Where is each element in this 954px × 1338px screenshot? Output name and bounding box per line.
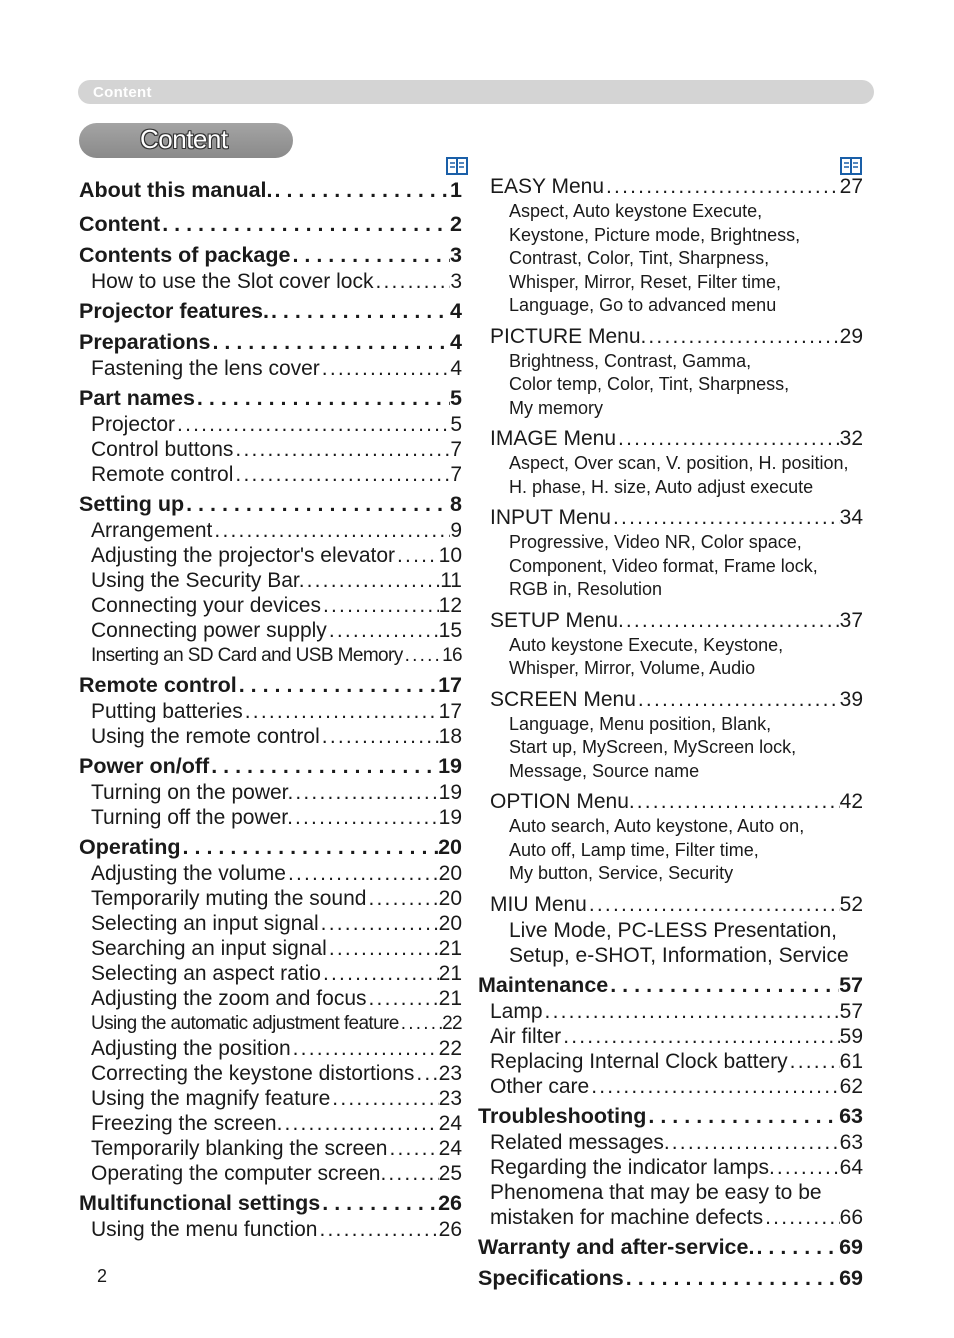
dot-leader <box>399 1011 442 1036</box>
toc-subtopics: Auto search, Auto keystone, Auto on, Auto off, Lamp time, Filter time, My button, Service, Security <box>509 816 805 883</box>
toc-entry-title: Troubleshooting <box>478 1103 647 1128</box>
toc-heading-entry[interactable] <box>478 1261 863 1292</box>
toc-entry-page: 2 <box>450 212 462 236</box>
dot-leader <box>616 426 840 452</box>
toc-entry-page: 39 <box>839 687 863 711</box>
dot-leader <box>319 911 439 936</box>
dot-leader <box>286 861 439 886</box>
toc-entry-page: 5 <box>450 413 462 436</box>
toc-entry-page: 12 <box>438 594 462 617</box>
toc-entry-page: 21 <box>438 987 462 1010</box>
toc-entry[interactable] <box>478 1049 863 1074</box>
toc-entry[interactable] <box>478 1205 863 1230</box>
section-header-label: Content <box>93 84 152 101</box>
toc-entry-title: Fastening the lens cover <box>91 357 320 380</box>
toc-entry-title: Projector features. <box>79 299 269 323</box>
toc-entry-title: Searching an input signal <box>91 937 327 960</box>
toc-entry-page: 22 <box>438 1037 462 1060</box>
dot-leader <box>561 1024 839 1049</box>
toc-entry[interactable] <box>79 618 462 643</box>
toc-entry-title: Warranty and after-service. <box>478 1234 755 1259</box>
toc-entry[interactable] <box>478 1024 863 1049</box>
toc-entry-title: Regarding the indicator lamps. <box>490 1155 775 1179</box>
toc-entry-title: Related messages. <box>490 1130 670 1154</box>
toc-entry[interactable] <box>79 724 462 749</box>
toc-entry-page: 37 <box>839 608 863 632</box>
toc-entry-title: Freezing the screen. <box>91 1112 283 1135</box>
toc-heading-entry[interactable] <box>79 830 462 861</box>
toc-entry-page: 27 <box>839 175 863 198</box>
toc-entry[interactable] <box>79 911 462 936</box>
toc-entry-title: Using the magnify feature <box>91 1087 331 1110</box>
book-icon <box>446 156 468 176</box>
toc-entry-page: 4 <box>450 330 462 354</box>
toc-entry[interactable] <box>478 426 863 452</box>
toc-entry-page: 25 <box>438 1162 462 1185</box>
toc-entry-page: 8 <box>450 492 462 516</box>
toc-entry-page: 5 <box>450 386 462 410</box>
toc-heading-entry[interactable] <box>79 174 462 207</box>
toc-entry-title: Arrangement <box>91 519 213 542</box>
toc-entry[interactable] <box>79 886 462 911</box>
dot-leader <box>243 699 439 724</box>
dot-leader <box>320 356 451 381</box>
toc-entry-title: How to use the Slot cover lock <box>91 270 374 293</box>
toc-entry-page: 69 <box>839 1234 863 1259</box>
toc-heading-entry[interactable] <box>79 207 462 238</box>
toc-entry[interactable] <box>79 699 462 724</box>
dot-leader <box>763 1205 840 1230</box>
toc-entry-title: PICTURE Menu. <box>490 324 647 348</box>
toc-entry-title: INPUT Menu <box>490 506 611 529</box>
toc-entry-page: 34 <box>839 506 863 529</box>
toc-entry-title: Using the Security Bar. <box>91 569 305 592</box>
toc-entry-title: Turning on the power. <box>91 781 294 804</box>
toc-entry-title: Contents of package <box>79 243 291 267</box>
toc-entry-page: 3 <box>450 270 462 293</box>
dot-leader <box>282 1111 438 1136</box>
toc-entry-title: Projector <box>91 413 176 436</box>
toc-entry-title: Inserting an SD Card and USB Memory <box>91 645 403 666</box>
dot-leader <box>320 724 439 749</box>
toc-entry[interactable] <box>79 936 462 961</box>
dot-leader <box>327 618 439 643</box>
toc-entry-title: Preparations <box>79 330 211 354</box>
toc-entry-title: EASY Menu <box>490 175 605 198</box>
toc-entry-page: 23 <box>438 1087 462 1110</box>
toc-entry-page: 11 <box>440 569 462 592</box>
toc-entry-page: 4 <box>450 357 462 380</box>
toc-entry-title: Multifunctional settings <box>79 1191 321 1215</box>
toc-entry-page: 26 <box>438 1191 462 1215</box>
toc-entry-page: 24 <box>438 1137 462 1160</box>
dot-leader <box>624 1261 839 1292</box>
dot-leader <box>754 1230 839 1261</box>
toc-heading-entry[interactable] <box>79 668 462 699</box>
toc-entry[interactable] <box>478 505 863 531</box>
toc-subtopics: Auto keystone Execute, Keystone, Whisper, Mirror, Volume, Audio <box>509 634 784 678</box>
toc-heading-entry[interactable] <box>79 325 462 356</box>
toc-entry[interactable] <box>79 805 462 830</box>
toc-subtopics: Brightness, Contrast, Gamma, Color temp, Color, Tint, Sharpness, My memory <box>509 350 790 418</box>
toc-entry[interactable] <box>79 356 462 381</box>
dot-leader <box>305 568 441 593</box>
toc-entry-page: 57 <box>839 972 863 997</box>
dot-leader <box>233 462 450 487</box>
dot-leader <box>330 1086 438 1111</box>
dot-leader <box>317 1217 438 1242</box>
toc-entry[interactable] <box>79 780 462 805</box>
dot-leader <box>212 518 450 543</box>
toc-entry-title: Adjusting the volume <box>91 862 286 885</box>
toc-entry-page: 19 <box>438 806 462 829</box>
toc-entry-title: SETUP Menu. <box>490 608 624 632</box>
toc-entry-title: IMAGE Menu <box>490 427 617 450</box>
toc-entry-page: 17 <box>438 700 462 723</box>
dot-leader <box>788 1049 840 1074</box>
dot-leader <box>775 1155 840 1180</box>
toc-entry-page: 22 <box>442 1013 462 1034</box>
toc-entry-title: Setting up <box>79 492 185 516</box>
toc-heading-entry[interactable] <box>79 487 462 518</box>
toc-entry-page: 1 <box>450 178 462 202</box>
toc-entry[interactable] <box>79 1086 462 1111</box>
dot-leader <box>320 1186 438 1217</box>
toc-entry-title: Selecting an aspect ratio <box>91 962 321 985</box>
toc-entry-title: Power on/off <box>79 754 210 778</box>
toc-entry-page: 32 <box>839 427 863 450</box>
toc-line: Phenomena that may be easy to be <box>490 1180 822 1204</box>
dot-leader <box>195 381 450 412</box>
toc-entry-page: 66 <box>839 1205 863 1229</box>
dot-leader <box>273 174 451 207</box>
dot-leader <box>290 238 450 269</box>
toc-entry-title: Using the automatic adjustment feature <box>91 1013 399 1034</box>
toc-entry-title: Adjusting the zoom and focus <box>91 987 367 1010</box>
toc-entry-title: Maintenance <box>478 972 609 997</box>
toc-entry[interactable] <box>79 1061 462 1086</box>
toc-entry[interactable] <box>79 643 462 668</box>
toc-subtopics: Aspect, Over scan, V. position, H. position, H. phase, H. size, Auto adjust execute <box>509 453 849 497</box>
toc-entry-page: 61 <box>839 1049 863 1073</box>
toc-entry-title: Lamp <box>490 999 543 1023</box>
toc-entry[interactable] <box>478 892 863 918</box>
toc-heading-entry[interactable] <box>478 1230 863 1261</box>
dot-leader <box>624 608 840 634</box>
toc-entry-page: 20 <box>438 862 462 885</box>
dot-leader <box>587 892 840 918</box>
toc-subtopics: Aspect, Auto keystone Execute, Keystone, Picture mode, Brightness, Contrast, Color, Tint, Sharpness, Whisper, Mirror, Reset, Filter time, Language, Go to advanced menu <box>509 201 801 315</box>
toc-entry[interactable] <box>79 543 462 568</box>
toc-entry-page: 63 <box>839 1103 863 1128</box>
dot-leader <box>604 174 840 200</box>
toc-subtopics: Live Mode, PC-LESS Presentation, Setup, e-SHOT, Information, Service <box>509 918 849 967</box>
toc-entry[interactable] <box>79 1036 462 1061</box>
toc-entry-page: 20 <box>438 912 462 935</box>
dot-leader <box>291 1036 439 1061</box>
toc-entry-page: 69 <box>839 1265 863 1290</box>
toc-subtopics: Language, Menu position, Blank, Start up, MyScreen, MyScreen lock, Message, Source name <box>509 713 797 781</box>
toc-entry-page: 20 <box>438 835 462 859</box>
toc-entry-page: 29 <box>839 324 863 348</box>
toc-entry-title: Connecting your devices <box>91 594 321 617</box>
toc-heading-entry[interactable] <box>478 968 863 999</box>
toc-entry-page: 26 <box>438 1218 462 1241</box>
dot-leader <box>670 1130 840 1155</box>
dot-leader <box>233 437 450 462</box>
toc-entry[interactable] <box>478 324 863 350</box>
toc-entry-page: 7 <box>450 438 462 461</box>
toc-entry[interactable] <box>79 1217 462 1242</box>
toc-entry[interactable] <box>478 1130 863 1155</box>
section-header-bar <box>78 80 874 104</box>
toc-entry-title: SCREEN Menu <box>490 687 636 711</box>
dot-leader <box>646 1099 839 1130</box>
dot-leader <box>367 986 439 1011</box>
toc-entry[interactable] <box>79 412 462 437</box>
toc-entry[interactable] <box>478 999 863 1024</box>
toc-entry-page: 57 <box>839 999 863 1023</box>
toc-entry-title: Part names <box>79 386 195 410</box>
toc-entry-page: 24 <box>438 1112 462 1135</box>
toc-entry-title: Content <box>79 212 161 236</box>
toc-entry-title: OPTION Menu. <box>490 790 635 813</box>
toc-entry[interactable] <box>79 518 462 543</box>
toc-left-column <box>79 174 462 1242</box>
dot-leader <box>635 789 840 815</box>
toc-right-column <box>478 174 863 1292</box>
toc-entry-page: 42 <box>839 790 863 813</box>
toc-entry[interactable] <box>79 269 462 294</box>
toc-entry-page: 15 <box>438 619 462 642</box>
toc-entry[interactable] <box>79 1161 462 1186</box>
toc-entry[interactable] <box>478 789 863 815</box>
dot-leader <box>611 505 840 531</box>
dot-leader <box>646 324 839 350</box>
page-title: Content <box>140 124 228 154</box>
toc-entry[interactable] <box>79 462 462 487</box>
toc-entry-page: 64 <box>839 1155 863 1179</box>
toc-entry-title: Adjusting the position <box>91 1037 291 1060</box>
toc-entry[interactable] <box>79 1011 462 1036</box>
dot-leader <box>269 294 450 325</box>
toc-entry[interactable] <box>79 961 462 986</box>
toc-entry-page: 7 <box>450 463 462 486</box>
toc-entry-page: 62 <box>839 1074 863 1098</box>
toc-entry[interactable] <box>79 986 462 1011</box>
dot-leader <box>293 805 439 830</box>
dot-leader <box>589 1074 839 1099</box>
dot-leader <box>636 687 840 713</box>
dot-leader <box>395 543 439 568</box>
book-icon <box>840 156 862 176</box>
toc-entry-title: Air filter <box>490 1024 562 1048</box>
toc-entry-title: Remote control <box>91 463 234 486</box>
toc-entry-page: 21 <box>438 937 462 960</box>
dot-leader <box>175 412 450 437</box>
toc-entry-page: 18 <box>438 725 462 748</box>
toc-entry-page: 21 <box>438 962 462 985</box>
toc-entry[interactable] <box>79 593 462 618</box>
toc-subtopics: Progressive, Video NR, Color space, Component, Video format, Frame lock, RGB in, Resolution <box>509 532 818 599</box>
toc-entry-page: 9 <box>450 519 462 542</box>
toc-entry-title: Remote control <box>79 673 237 697</box>
toc-entry-title: Specifications <box>478 1265 624 1290</box>
toc-entry-title: Other care <box>490 1074 590 1098</box>
toc-entry[interactable] <box>79 568 462 593</box>
dot-leader <box>608 968 839 999</box>
toc-entry-page: 16 <box>442 645 462 666</box>
toc-entry[interactable] <box>478 1074 863 1099</box>
toc-entry[interactable] <box>79 1111 462 1136</box>
dot-leader <box>543 999 840 1024</box>
toc-entry-title: Correcting the keystone distortions <box>91 1062 415 1085</box>
toc-entry-page: 3 <box>450 243 462 267</box>
toc-entry-title: Putting batteries <box>91 700 243 723</box>
dot-leader <box>184 487 450 518</box>
dot-leader <box>209 749 438 780</box>
page-title-badge <box>79 123 293 158</box>
toc-entry[interactable] <box>478 687 863 713</box>
toc-heading-entry[interactable] <box>79 749 462 780</box>
toc-entry-page: 23 <box>438 1062 462 1085</box>
toc-entry-title: Adjusting the projector's elevator <box>91 544 396 567</box>
toc-entry-title: Connecting power supply <box>91 619 327 642</box>
toc-entry-title: Replacing Internal Clock battery <box>490 1049 788 1073</box>
toc-entry-page: 20 <box>438 887 462 910</box>
toc-entry-page: 19 <box>438 754 462 778</box>
dot-leader <box>237 668 438 699</box>
toc-entry[interactable] <box>478 174 863 200</box>
dot-leader <box>327 936 439 961</box>
dot-leader <box>387 1136 438 1161</box>
toc-entry-page: 4 <box>450 299 462 323</box>
dot-leader <box>366 886 438 911</box>
dot-leader <box>403 643 442 668</box>
toc-entry-title: Selecting an input signal <box>91 912 319 935</box>
toc-entry-title: Using the menu function <box>91 1218 318 1241</box>
page-number: 2 <box>97 1266 108 1286</box>
toc-heading-entry[interactable] <box>79 381 462 412</box>
dot-leader <box>293 780 438 805</box>
dot-leader <box>210 325 450 356</box>
toc-entry-title: MIU Menu <box>490 892 587 916</box>
dot-leader <box>386 1161 438 1186</box>
dot-leader <box>160 207 450 238</box>
dot-leader <box>321 593 439 618</box>
toc-entry-title: Turning off the power. <box>91 806 293 829</box>
toc-entry-page: 59 <box>839 1024 863 1048</box>
toc-entry-title: mistaken for machine defects <box>490 1205 764 1229</box>
toc-entry-page: 63 <box>839 1130 863 1154</box>
toc-entry-title: About this manual. <box>79 178 273 202</box>
toc-entry[interactable] <box>478 1155 863 1180</box>
toc-entry-title: Operating the computer screen. <box>91 1162 387 1185</box>
toc-entry-title: Temporarily muting the sound <box>91 887 367 910</box>
toc-entry[interactable] <box>478 608 863 634</box>
toc-entry-title: Temporarily blanking the screen <box>91 1137 388 1160</box>
toc-entry-page: 19 <box>438 781 462 804</box>
dot-leader <box>414 1061 438 1086</box>
toc-entry-page: 17 <box>438 673 462 697</box>
toc-entry-page: 52 <box>839 892 863 916</box>
toc-heading-entry[interactable] <box>79 1186 462 1217</box>
toc-entry[interactable] <box>79 437 462 462</box>
toc-entry[interactable] <box>79 861 462 886</box>
toc-heading-entry[interactable] <box>79 238 462 269</box>
toc-entry-page: 10 <box>438 544 462 567</box>
toc-heading-entry[interactable] <box>478 1099 863 1130</box>
toc-entry-title: Using the remote control <box>91 725 320 748</box>
toc-heading-entry[interactable] <box>79 294 462 325</box>
toc-entry[interactable] <box>79 1136 462 1161</box>
toc-entry-title: Operating <box>79 835 181 859</box>
dot-leader <box>181 830 439 861</box>
dot-leader <box>321 961 439 986</box>
toc-entry-title: Control buttons <box>91 438 234 461</box>
dot-leader <box>373 269 450 294</box>
